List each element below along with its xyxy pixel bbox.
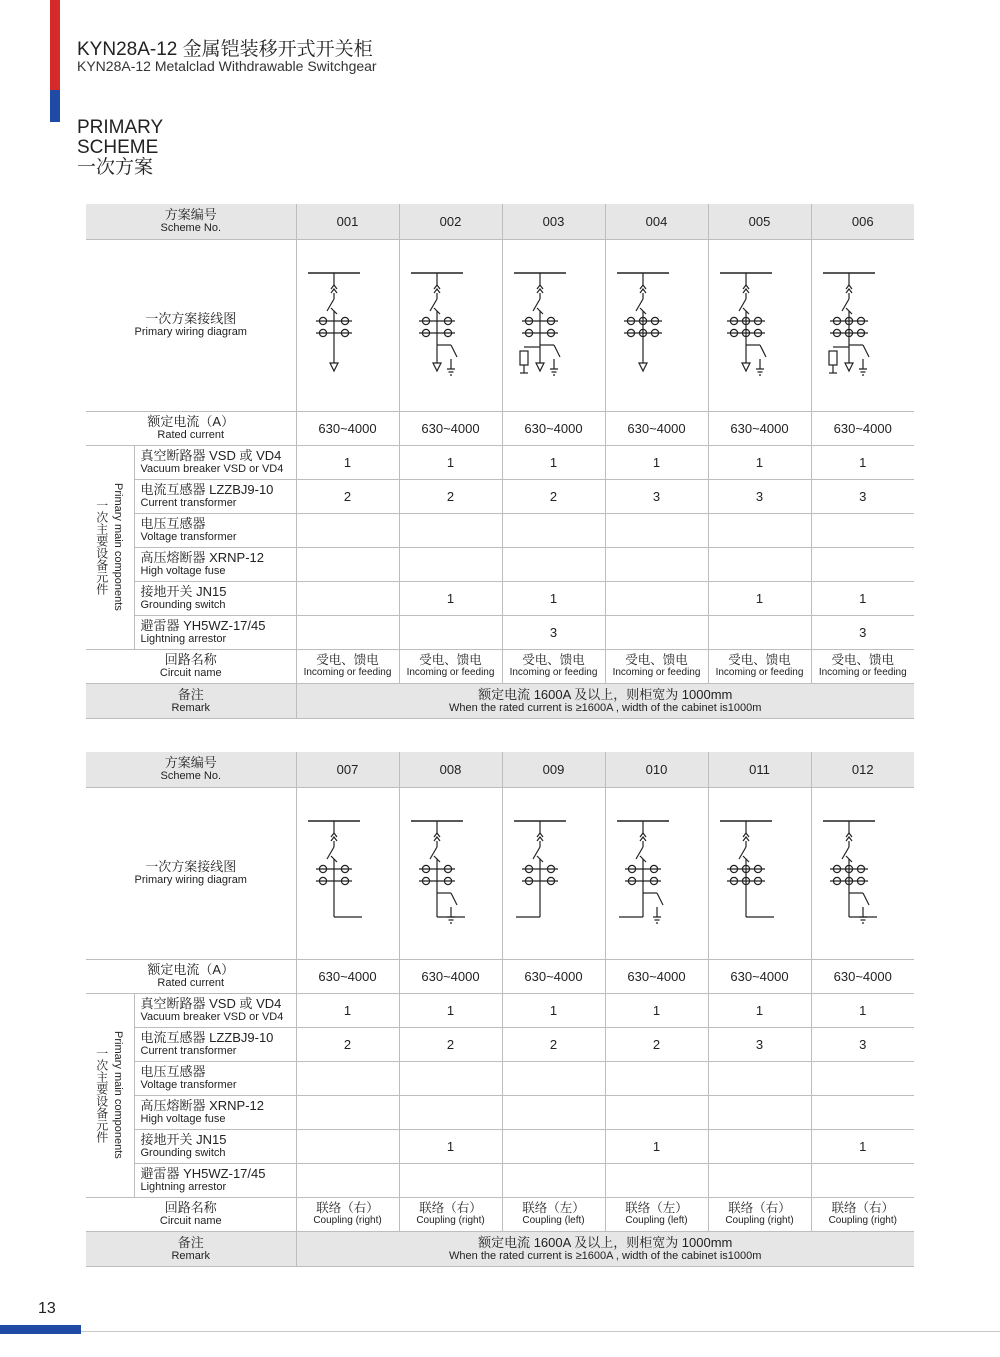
document-title-en: KYN28A-12 Metalclad Withdrawable Switchgear: [77, 58, 377, 74]
rated-current-cell: 630~4000: [605, 959, 708, 993]
remark-row: [86, 1231, 914, 1266]
vacuum-breaker-row: [86, 445, 914, 479]
fuse-label: 高压熔断器 XRNP-12 High voltage fuse: [134, 547, 296, 581]
component-group-label-en: Primary main components: [111, 483, 124, 611]
wiring-diagram-row: [86, 787, 914, 959]
scheme-number-cell: 004: [605, 204, 708, 239]
cable-outlet-icon: [845, 363, 853, 371]
wiring-diagram-008: [411, 813, 491, 933]
vacuum-breaker-cell: 1: [708, 993, 811, 1027]
voltage-transformer-cell: [296, 1061, 399, 1095]
current-transformer-cell: 2: [296, 479, 399, 513]
grounding-switch-icon: [554, 345, 560, 357]
plug-contact-icon: [331, 285, 337, 293]
lightning-arrestor-cell: [708, 615, 811, 649]
plug-contact-icon: [434, 285, 440, 293]
current-transformer-cell: 3: [811, 479, 914, 513]
grounding-switch-icon: [863, 345, 869, 357]
rated-current-cell: 630~4000: [708, 411, 811, 445]
lightning-arrestor-label: 避雷器 YH5WZ-17/45 Lightning arrestor: [134, 615, 296, 649]
rated-current-cell: 630~4000: [399, 959, 502, 993]
rated-current-cell: 630~4000: [708, 959, 811, 993]
circuit-name-cell: 联络（左） Coupling (left): [502, 1197, 605, 1231]
component-group-label: [86, 993, 134, 1197]
lightning-arrestor-cell: [605, 1163, 708, 1197]
circuit-name-cell: 联络（右） Coupling (right): [811, 1197, 914, 1231]
wiring-diagram-cell: [811, 239, 914, 411]
plug-contact-icon: [537, 833, 543, 841]
lightning-arrestor-cell: [811, 1163, 914, 1197]
component-group-label-cn: 一次主要设备元件: [94, 499, 109, 595]
current-transformer-cell: 3: [605, 479, 708, 513]
ground-icon: [859, 369, 867, 375]
ground-icon: [447, 369, 455, 375]
circuit-name-cell: 受电、馈电 Incoming or feeding: [708, 649, 811, 683]
fuse-cell: [605, 1095, 708, 1129]
lightning-arrestor-cell: 3: [502, 615, 605, 649]
wiring-diagram-cell: [708, 787, 811, 959]
plug-contact-icon: [846, 285, 852, 293]
grounding-switch-cell: 1: [502, 581, 605, 615]
grounding-switch-label: 接地开关 JN15 Grounding switch: [134, 581, 296, 615]
wiring-diagram-header: 一次方案接线图 Primary wiring diagram: [86, 239, 296, 411]
grounding-switch-row: [86, 581, 914, 615]
plug-contact-icon: [743, 285, 749, 293]
grounding-switch-icon: [451, 345, 457, 357]
current-transformer-cell: 3: [708, 479, 811, 513]
wiring-diagram-009: [514, 813, 594, 933]
wiring-diagram-003: [514, 265, 594, 385]
vacuum-breaker-label: 真空断路器 VSD 或 VD4 Vacuum breaker VSD or VD4: [134, 445, 296, 479]
cable-outlet-icon: [639, 363, 647, 371]
plug-contact-icon: [331, 833, 337, 841]
fuse-cell: [296, 547, 399, 581]
lightning-arrestor-row: [86, 615, 914, 649]
lightning-arrestor-cell: [399, 1163, 502, 1197]
rated-current-cell: 630~4000: [296, 411, 399, 445]
plug-contact-icon: [846, 833, 852, 841]
document-title-cn: KYN28A-12 金属铠装移开式开关柜: [77, 39, 373, 60]
lightning-arrestor-icon: [829, 351, 837, 365]
grounding-switch-icon: [451, 893, 457, 905]
vacuum-breaker-cell: 1: [296, 445, 399, 479]
grounding-switch-cell: [708, 1129, 811, 1163]
current-transformer-cell: 2: [502, 1027, 605, 1061]
section-title-line1: PRIMARY: [77, 117, 164, 138]
scheme-number-cell: 001: [296, 204, 399, 239]
vacuum-breaker-cell: 1: [811, 993, 914, 1027]
voltage-transformer-cell: [605, 1061, 708, 1095]
scheme-number-cell: 010: [605, 752, 708, 787]
plug-contact-icon: [743, 833, 749, 841]
lightning-arrestor-cell: [502, 1163, 605, 1197]
footer-rule: [81, 1331, 1000, 1332]
grounding-switch-cell: 1: [605, 1129, 708, 1163]
ground-icon: [653, 917, 661, 923]
plug-contact-icon: [640, 285, 646, 293]
fuse-cell: [399, 547, 502, 581]
grounding-switch-cell: 1: [811, 581, 914, 615]
plug-contact-icon: [537, 285, 543, 293]
vacuum-breaker-cell: 1: [708, 445, 811, 479]
wiring-diagram-cell: [399, 787, 502, 959]
current-transformer-cell: 2: [502, 479, 605, 513]
remark-cell: 额定电流 1600A 及以上，则柜宽为 1000mm When the rated current is ≥1600A , width of the cabinet is1000m: [296, 1231, 914, 1266]
rated-current-header: 额定电流（A） Rated current: [86, 959, 296, 993]
voltage-transformer-cell: [502, 513, 605, 547]
circuit-name-cell: 联络（右） Coupling (right): [296, 1197, 399, 1231]
fuse-cell: [502, 1095, 605, 1129]
grounding-switch-label: 接地开关 JN15 Grounding switch: [134, 1129, 296, 1163]
rated-current-row: [86, 411, 914, 445]
current-transformer-cell: 3: [708, 1027, 811, 1061]
fuse-cell: [502, 547, 605, 581]
fuse-cell: [399, 1095, 502, 1129]
rated-current-cell: 630~4000: [605, 411, 708, 445]
component-group-label: [86, 445, 134, 649]
wiring-diagram-cell: [605, 787, 708, 959]
voltage-transformer-row: [86, 513, 914, 547]
wiring-diagram-cell: [605, 239, 708, 411]
cable-outlet-icon: [330, 363, 338, 371]
circuit-name-cell: 受电、馈电 Incoming or feeding: [502, 649, 605, 683]
current-transformer-label: 电流互感器 LZZBJ9-10 Current transformer: [134, 479, 296, 513]
wiring-diagram-010: [617, 813, 697, 933]
vacuum-breaker-cell: 1: [399, 445, 502, 479]
plug-contact-icon: [434, 833, 440, 841]
fuse-cell: [811, 1095, 914, 1129]
wiring-diagram-012: [823, 813, 903, 933]
remark-header: 备注 Remark: [86, 683, 296, 718]
circuit-name-cell: 联络（右） Coupling (right): [708, 1197, 811, 1231]
circuit-name-cell: 受电、馈电 Incoming or feeding: [399, 649, 502, 683]
ground-icon: [447, 917, 455, 923]
current-transformer-row: [86, 479, 914, 513]
remark-header: 备注 Remark: [86, 1231, 296, 1266]
voltage-transformer-cell: [811, 513, 914, 547]
vacuum-breaker-cell: 1: [605, 445, 708, 479]
lightning-arrestor-cell: [708, 1163, 811, 1197]
plug-contact-icon: [640, 833, 646, 841]
scheme-number-cell: 012: [811, 752, 914, 787]
voltage-transformer-label: 电压互感器 Voltage transformer: [134, 1061, 296, 1095]
scheme-number-row: [86, 752, 914, 787]
vacuum-breaker-row: [86, 993, 914, 1027]
current-transformer-row: [86, 1027, 914, 1061]
accent-bar-blue: [50, 90, 60, 122]
wiring-diagram-005: [720, 265, 800, 385]
lightning-arrestor-row: [86, 1163, 914, 1197]
vacuum-breaker-cell: 1: [399, 993, 502, 1027]
voltage-transformer-cell: [605, 513, 708, 547]
vacuum-breaker-cell: 1: [811, 445, 914, 479]
grounding-switch-cell: [296, 1129, 399, 1163]
current-transformer-cell: 2: [296, 1027, 399, 1061]
grounding-switch-row: [86, 1129, 914, 1163]
grounding-switch-cell: [605, 581, 708, 615]
fuse-row: [86, 547, 914, 581]
page-number: 13: [38, 1300, 56, 1317]
wiring-diagram-006: [823, 265, 903, 385]
circuit-name-row: [86, 1197, 914, 1231]
current-transformer-cell: 2: [399, 479, 502, 513]
fuse-cell: [296, 1095, 399, 1129]
grounding-switch-cell: 1: [399, 581, 502, 615]
voltage-transformer-cell: [399, 513, 502, 547]
current-transformer-cell: 3: [811, 1027, 914, 1061]
voltage-transformer-row: [86, 1061, 914, 1095]
wiring-diagram-row: [86, 239, 914, 411]
rated-current-cell: 630~4000: [296, 959, 399, 993]
ground-icon: [859, 917, 867, 923]
wiring-diagram-004: [617, 265, 697, 385]
grounding-switch-icon: [657, 893, 663, 905]
wiring-diagram-001: [308, 265, 388, 385]
section-title-line2: SCHEME: [77, 137, 159, 158]
grounding-switch-cell: 1: [708, 581, 811, 615]
scheme-number-cell: 007: [296, 752, 399, 787]
grounding-switch-cell: [296, 581, 399, 615]
circuit-name-cell: 受电、馈电 Incoming or feeding: [811, 649, 914, 683]
wiring-diagram-cell: [708, 239, 811, 411]
rated-current-cell: 630~4000: [502, 959, 605, 993]
grounding-switch-cell: [502, 1129, 605, 1163]
circuit-name-cell: 联络（左） Coupling (left): [605, 1197, 708, 1231]
rated-current-cell: 630~4000: [811, 959, 914, 993]
vacuum-breaker-label: 真空断路器 VSD 或 VD4 Vacuum breaker VSD or VD4: [134, 993, 296, 1027]
fuse-row: [86, 1095, 914, 1129]
fuse-cell: [605, 547, 708, 581]
wiring-diagram-cell: [502, 787, 605, 959]
fuse-cell: [811, 547, 914, 581]
cable-outlet-icon: [536, 363, 544, 371]
voltage-transformer-cell: [502, 1061, 605, 1095]
fuse-cell: [708, 547, 811, 581]
rated-current-header: 额定电流（A） Rated current: [86, 411, 296, 445]
scheme-number-header: 方案编号 Scheme No.: [86, 204, 296, 239]
voltage-transformer-label: 电压互感器 Voltage transformer: [134, 513, 296, 547]
wiring-diagram-cell: [296, 787, 399, 959]
scheme-number-cell: 002: [399, 204, 502, 239]
rated-current-cell: 630~4000: [811, 411, 914, 445]
circuit-name-header: 回路名称 Circuit name: [86, 1197, 296, 1231]
grounding-switch-cell: 1: [399, 1129, 502, 1163]
accent-bar-red: [50, 0, 60, 90]
remark-cell: 额定电流 1600A 及以上，则柜宽为 1000mm When the rated current is ≥1600A , width of the cabinet is1000m: [296, 683, 914, 718]
scheme-number-cell: 005: [708, 204, 811, 239]
cable-outlet-icon: [433, 363, 441, 371]
current-transformer-cell: 2: [399, 1027, 502, 1061]
grounding-switch-icon: [863, 893, 869, 905]
section-title-line3: 一次方案: [77, 157, 154, 178]
wiring-diagram-cell: [811, 787, 914, 959]
circuit-name-cell: 联络（右） Coupling (right): [399, 1197, 502, 1231]
scheme-number-header: 方案编号 Scheme No.: [86, 752, 296, 787]
scheme-number-cell: 008: [399, 752, 502, 787]
rated-current-cell: 630~4000: [502, 411, 605, 445]
ground-icon: [756, 369, 764, 375]
section-title: [77, 118, 163, 178]
grounding-switch-icon: [760, 345, 766, 357]
lightning-arrestor-icon: [520, 351, 528, 365]
vacuum-breaker-cell: 1: [605, 993, 708, 1027]
lightning-arrestor-cell: 3: [811, 615, 914, 649]
voltage-transformer-cell: [708, 1061, 811, 1095]
current-transformer-cell: 2: [605, 1027, 708, 1061]
wiring-diagram-011: [720, 813, 800, 933]
vacuum-breaker-cell: 1: [502, 993, 605, 1027]
voltage-transformer-cell: [811, 1061, 914, 1095]
circuit-name-cell: 受电、馈电 Incoming or feeding: [296, 649, 399, 683]
scheme-table: [86, 752, 914, 1267]
scheme-number-cell: 009: [502, 752, 605, 787]
lightning-arrestor-cell: [296, 1163, 399, 1197]
component-group-label-cn: 一次主要设备元件: [94, 1047, 109, 1143]
remark-row: [86, 683, 914, 718]
component-group-label-en: Primary main components: [111, 1031, 124, 1159]
circuit-name-header: 回路名称 Circuit name: [86, 649, 296, 683]
voltage-transformer-cell: [708, 513, 811, 547]
circuit-name-cell: 受电、馈电 Incoming or feeding: [605, 649, 708, 683]
scheme-table: [86, 204, 914, 719]
wiring-diagram-007: [308, 813, 388, 933]
scheme-number-cell: 006: [811, 204, 914, 239]
wiring-diagram-002: [411, 265, 491, 385]
grounding-switch-cell: 1: [811, 1129, 914, 1163]
cable-outlet-icon: [742, 363, 750, 371]
fuse-cell: [708, 1095, 811, 1129]
wiring-diagram-cell: [296, 239, 399, 411]
ground-icon: [550, 369, 558, 375]
rated-current-cell: 630~4000: [399, 411, 502, 445]
scheme-number-cell: 003: [502, 204, 605, 239]
vacuum-breaker-cell: 1: [502, 445, 605, 479]
lightning-arrestor-cell: [605, 615, 708, 649]
lightning-arrestor-label: 避雷器 YH5WZ-17/45 Lightning arrestor: [134, 1163, 296, 1197]
voltage-transformer-cell: [399, 1061, 502, 1095]
wiring-diagram-cell: [399, 239, 502, 411]
footer-accent-bar: [0, 1325, 81, 1334]
scheme-number-cell: 011: [708, 752, 811, 787]
fuse-label: 高压熔断器 XRNP-12 High voltage fuse: [134, 1095, 296, 1129]
lightning-arrestor-cell: [399, 615, 502, 649]
circuit-name-row: [86, 649, 914, 683]
wiring-diagram-cell: [502, 239, 605, 411]
scheme-number-row: [86, 204, 914, 239]
rated-current-row: [86, 959, 914, 993]
vacuum-breaker-cell: 1: [296, 993, 399, 1027]
wiring-diagram-header: 一次方案接线图 Primary wiring diagram: [86, 787, 296, 959]
voltage-transformer-cell: [296, 513, 399, 547]
current-transformer-label: 电流互感器 LZZBJ9-10 Current transformer: [134, 1027, 296, 1061]
lightning-arrestor-cell: [296, 615, 399, 649]
